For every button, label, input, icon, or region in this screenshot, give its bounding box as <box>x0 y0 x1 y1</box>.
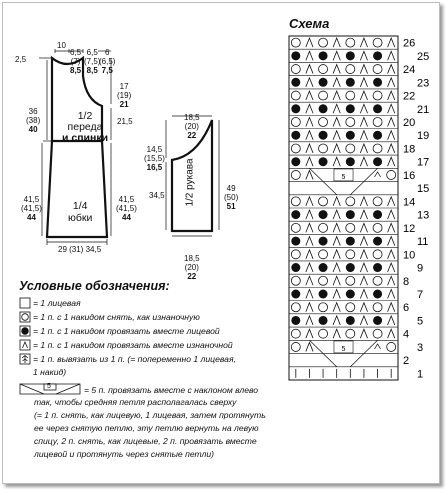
knit-together-stitch <box>291 263 300 272</box>
label-skirt: 1/4 юбки <box>68 200 93 224</box>
legend-item-increase-cont: 1 накид) <box>33 367 67 377</box>
knit-together-stitch <box>319 157 328 166</box>
row-number-odd: 7 <box>417 289 424 301</box>
knit-together-stitch <box>346 78 355 87</box>
legend-item-purl-together: = 1 п. с 1 накидом провязать вместе изнаночной <box>33 340 233 350</box>
knit-together-stitch <box>373 210 382 219</box>
label-top-c: 6 (6,5) 7,5 <box>99 48 116 75</box>
row-number-even: 12 <box>403 222 416 235</box>
row-number-even: 8 <box>403 275 410 288</box>
legend-cable-line-4: ее через снятую петлю, эту петлю вернуть на левую <box>34 423 259 433</box>
row-number-even: 6 <box>403 302 410 315</box>
knit-together-stitch <box>291 316 300 325</box>
knit-together-stitch <box>373 316 382 325</box>
legend-item-increase: = 1 п. вывязать из 1 п. (= попеременно 1 лицевая, <box>33 354 236 364</box>
row-number-even: 10 <box>403 249 416 262</box>
row-number-odd: 17 <box>417 156 430 169</box>
knit-together-stitch <box>373 157 382 166</box>
row-number-even: 26 <box>403 37 416 50</box>
label-top-small: 10 <box>57 41 66 50</box>
legend-title: Условные обозначения: <box>19 279 170 293</box>
label-offset: 2,5 <box>15 55 27 64</box>
knit-together-stitch <box>346 104 355 113</box>
knit-together-stitch <box>373 78 382 87</box>
chart-title: Схема <box>289 16 330 31</box>
legend-cable-line-2: так, чтобы средняя петля располагалась сверху <box>34 397 237 407</box>
legend-cable-line-3: (= 1 п. снять, как лицевую, 1 лицевая, затем протянуть <box>34 410 266 420</box>
row-number-even: 22 <box>403 90 416 103</box>
row-number-odd: 1 <box>417 368 424 381</box>
row-number-odd: 21 <box>417 103 430 116</box>
knit-together-stitch <box>291 131 300 140</box>
row-number-odd: 19 <box>417 130 430 143</box>
knit-together-stitch <box>373 290 382 299</box>
label-bodice-right: 21,5 <box>117 117 133 126</box>
row-number-odd: 11 <box>417 236 429 249</box>
row-number-even: 18 <box>403 143 416 156</box>
label-sleeve-left: 34,5 <box>149 191 165 200</box>
knit-together-stitch <box>373 131 382 140</box>
knit-together-stitch <box>373 237 382 246</box>
knit-together-stitch <box>346 290 355 299</box>
knit-together-stitch <box>291 290 300 299</box>
knit-together-stitch <box>319 131 328 140</box>
knit-together-stitch <box>291 157 300 166</box>
knit-together-stitch <box>319 51 328 60</box>
label-sleeve: 1/2 рукава <box>184 158 196 207</box>
knit-together-stitch <box>319 210 328 219</box>
knit-together-stitch <box>346 316 355 325</box>
cable-symbol-number: 5 <box>47 383 51 390</box>
knit-together-stitch <box>346 51 355 60</box>
row-number-odd: 25 <box>417 50 430 63</box>
knit-together-stitch <box>319 78 328 87</box>
row-number-even: 14 <box>403 196 416 209</box>
row-number-odd: 9 <box>417 262 424 275</box>
knit-together-stitch <box>346 263 355 272</box>
knit-together-stitch <box>373 104 382 113</box>
legend-cable-line-6: лицевой и протянуть через снятые петли) <box>34 449 214 459</box>
knit-together-stitch <box>346 131 355 140</box>
row-number-even: 4 <box>403 328 410 341</box>
knit-together-stitch <box>373 51 382 60</box>
row-number-odd: 15 <box>417 183 430 196</box>
row-number-even: 24 <box>403 64 416 77</box>
row-number-odd: 3 <box>417 341 424 354</box>
knit-together-stitch <box>319 316 328 325</box>
knit-together-stitch <box>319 237 328 246</box>
label-skirt-right: 41,5 (41,5) 44 <box>116 195 137 222</box>
legend-cable-line-5: спицу, 2 п. снять, как лицевые, 2 п. провязать вместе <box>34 436 257 446</box>
row-number-odd: 13 <box>417 209 430 222</box>
cable-number: 5 <box>341 345 346 353</box>
knit-together-stitch <box>291 210 300 219</box>
label-bodice-height: 36 (38) 40 <box>26 107 41 134</box>
label-armhole: 17 (19) 21 <box>117 82 132 109</box>
knit-together-stitch <box>319 104 328 113</box>
label-sleeve-bottom: 18,5 (20) 22 <box>184 254 200 281</box>
label-sleeve-top: 18,5 (20) 22 <box>184 113 200 140</box>
legend-item-slip: = 1 п. с 1 накидом снять, как изнаночную <box>33 312 200 322</box>
cable-number: 5 <box>341 173 346 181</box>
legend-item-knit-together: = 1 п. с 1 накидом провязать вместе лицевой <box>33 326 220 336</box>
row-number-even: 2 <box>403 355 410 368</box>
label-front-back: 1/2 переда и спинки <box>62 110 109 144</box>
label-sleeve-right: 49 (50) 51 <box>224 184 239 211</box>
label-top-a: 6,5 (7) 8,5 <box>70 48 82 75</box>
label-sleeve-cap: 14,5 (15,5) 16,5 <box>144 145 165 172</box>
knit-together-stitch <box>346 157 355 166</box>
knit-together-stitch <box>319 290 328 299</box>
knit-together-stitch <box>291 51 300 60</box>
knit-together-stitch <box>373 263 382 272</box>
knit-together-stitch <box>291 104 300 113</box>
row-number-odd: 23 <box>417 77 430 90</box>
label-skirt-left: 41,5 (41,5) 44 <box>21 195 42 222</box>
knit-together-stitch <box>291 237 300 246</box>
legend-item-knit: = 1 лицевая <box>33 298 81 308</box>
row-number-even: 16 <box>403 169 416 182</box>
knit-together-stitch <box>319 263 328 272</box>
label-top-b: 6,5 (7,5) 8,5 <box>84 48 101 75</box>
row-number-even: 20 <box>403 117 416 129</box>
label-skirt-width: 29 (31) 34,5 <box>58 245 102 254</box>
knit-together-stitch <box>291 78 300 87</box>
knit-together-stitch <box>346 237 355 246</box>
knit-together-stitch <box>346 210 355 219</box>
row-number-odd: 5 <box>417 315 424 328</box>
legend-cable-line-1: = 5 п. провязать вместе с наклоном влево <box>84 385 259 395</box>
